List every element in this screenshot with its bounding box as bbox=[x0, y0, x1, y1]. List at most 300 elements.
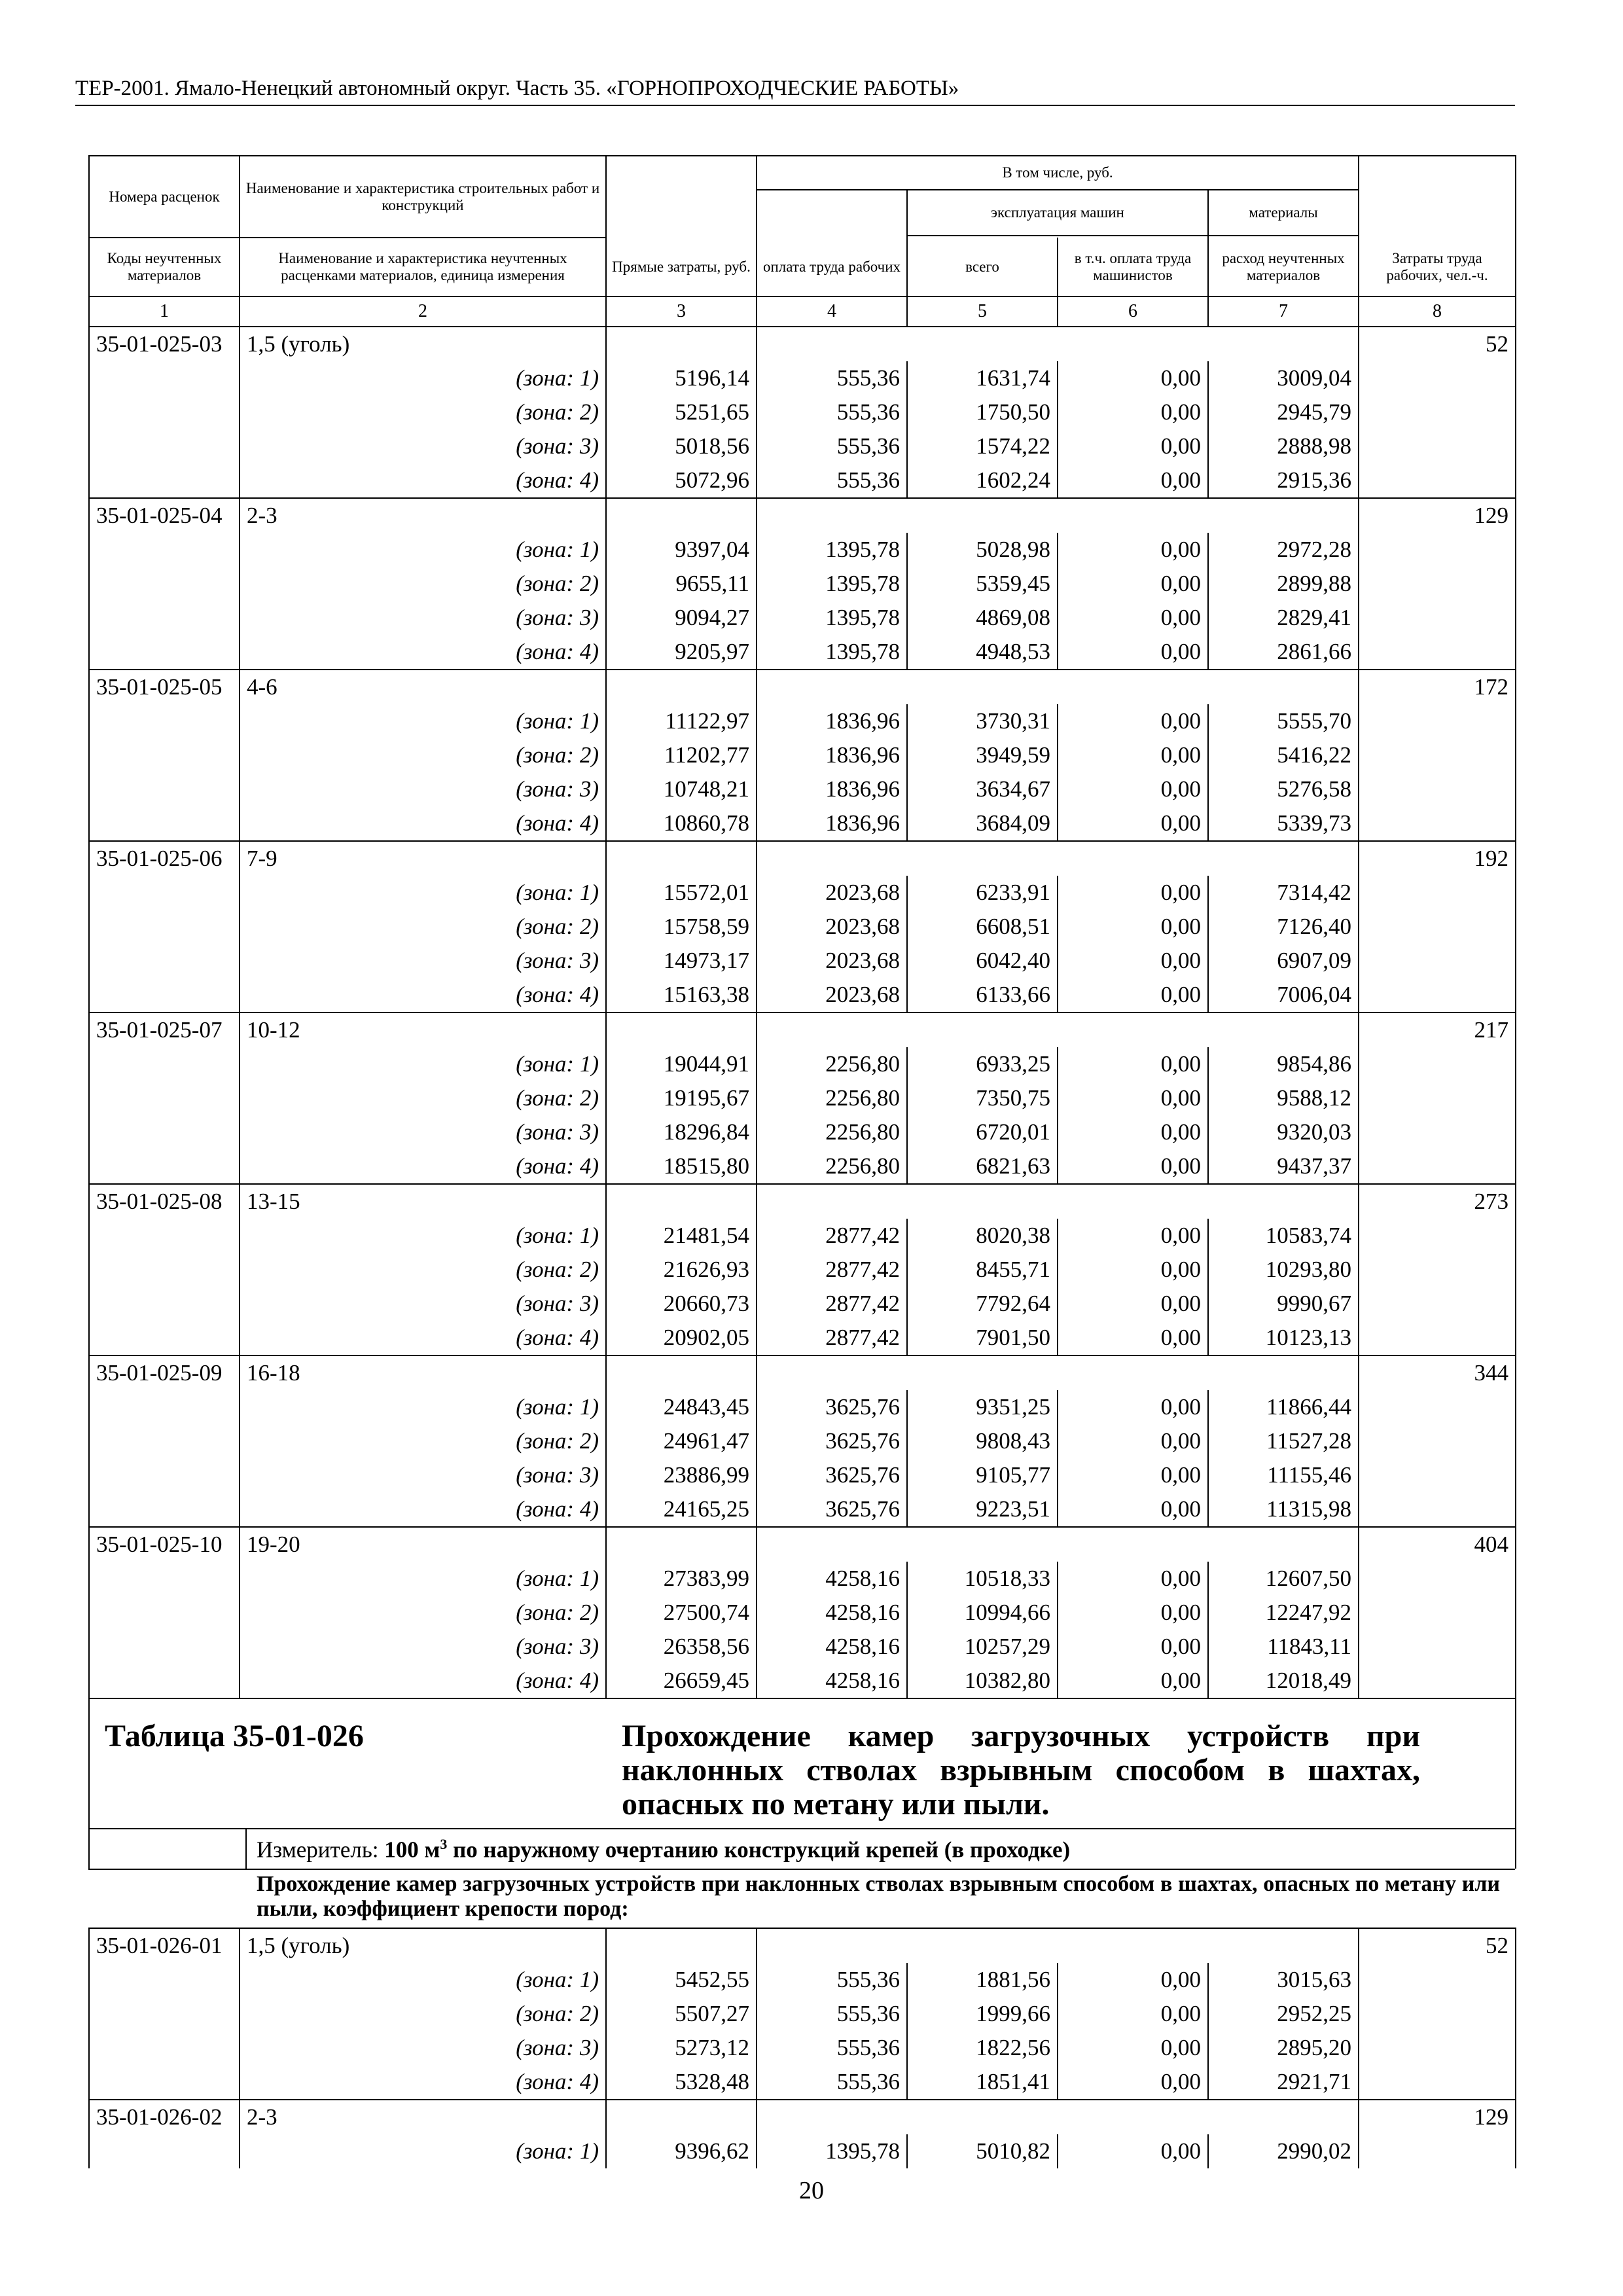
materials-cost: 10583,74 bbox=[1208, 1219, 1359, 1253]
labor-cost: 52 bbox=[1359, 1928, 1516, 1963]
machinist-pay: 0,00 bbox=[1058, 1997, 1208, 2031]
materials-cost: 10293,80 bbox=[1208, 1253, 1359, 1287]
table-row bbox=[89, 1355, 1516, 1390]
rate-code: 35-01-026-01 bbox=[89, 1928, 240, 1963]
table-row bbox=[89, 1458, 1516, 1492]
machine-total: 10257,29 bbox=[907, 1630, 1058, 1664]
materials-cost: 11843,11 bbox=[1208, 1630, 1359, 1664]
machines-header: эксплуатация машин bbox=[907, 190, 1208, 236]
worker-pay: 2256,80 bbox=[757, 1115, 907, 1149]
machinist-pay: 0,00 bbox=[1058, 533, 1208, 567]
table-row bbox=[89, 1219, 1516, 1253]
worker-pay: 3625,76 bbox=[757, 1492, 907, 1527]
materials-cost: 9588,12 bbox=[1208, 1081, 1359, 1115]
table2-number: Таблица 35-01-026 bbox=[105, 1719, 364, 1753]
work-name: 7-9 bbox=[240, 841, 606, 876]
machinist-pay: 0,00 bbox=[1058, 1664, 1208, 1698]
machinist-pay: 0,00 bbox=[1058, 361, 1208, 395]
zone-label: (зона: 3) bbox=[240, 601, 606, 635]
materials-cost: 5276,58 bbox=[1208, 772, 1359, 806]
machine-total: 10382,80 bbox=[907, 1664, 1058, 1698]
table2-title: Прохождение камер загрузочных устройств при наклонных стволах взрывным способом в шахтах, опасных по метану или пыли. bbox=[622, 1719, 1420, 1821]
labor-cost: 129 bbox=[1359, 498, 1516, 533]
table-body-026 bbox=[89, 1928, 1516, 2168]
worker-pay: 1395,78 bbox=[757, 601, 907, 635]
rate-code: 35-01-025-03 bbox=[89, 327, 240, 361]
table-row bbox=[89, 1963, 1516, 1997]
zone-label: (зона: 2) bbox=[240, 395, 606, 429]
work-name: 4-6 bbox=[240, 670, 606, 704]
worker-pay: 1836,96 bbox=[757, 772, 907, 806]
direct-cost: 9205,97 bbox=[606, 635, 757, 670]
direct-cost: 15163,38 bbox=[606, 978, 757, 1013]
machinist-pay: 0,00 bbox=[1058, 2065, 1208, 2100]
machinist-pay: 0,00 bbox=[1058, 1321, 1208, 1355]
machinist-pay: 0,00 bbox=[1058, 635, 1208, 670]
machinist-pay: 0,00 bbox=[1058, 772, 1208, 806]
zone-label: (зона: 4) bbox=[240, 806, 606, 841]
direct-cost: 23886,99 bbox=[606, 1458, 757, 1492]
machine-total: 8455,71 bbox=[907, 1253, 1058, 1287]
worker-pay: 4258,16 bbox=[757, 1596, 907, 1630]
direct-cost: 5452,55 bbox=[606, 1963, 757, 1997]
table-row bbox=[89, 2100, 1516, 2134]
direct-cost: 14973,17 bbox=[606, 944, 757, 978]
machine-total: 9808,43 bbox=[907, 1424, 1058, 1458]
zone-label: (зона: 2) bbox=[240, 567, 606, 601]
materials-cost: 3009,04 bbox=[1208, 361, 1359, 395]
zone-label: (зона: 1) bbox=[240, 1390, 606, 1424]
materials-cost: 2899,88 bbox=[1208, 567, 1359, 601]
materials-cost: 12247,92 bbox=[1208, 1596, 1359, 1630]
zone-label: (зона: 1) bbox=[240, 876, 606, 910]
machine-total: 3949,59 bbox=[907, 738, 1058, 772]
table-row bbox=[89, 1928, 1516, 1963]
col8-header: Затраты труда рабочих, чел.-ч. bbox=[1359, 238, 1516, 296]
rate-code: 35-01-025-09 bbox=[89, 1355, 240, 1390]
rate-code: 35-01-025-04 bbox=[89, 498, 240, 533]
machinist-pay: 0,00 bbox=[1058, 1253, 1208, 1287]
materials-cost: 7006,04 bbox=[1208, 978, 1359, 1013]
zone-label: (зона: 2) bbox=[240, 910, 606, 944]
machinist-pay: 0,00 bbox=[1058, 2134, 1208, 2168]
materials-cost: 2895,20 bbox=[1208, 2031, 1359, 2065]
labor-cost: 52 bbox=[1359, 327, 1516, 361]
materials-cost: 11866,44 bbox=[1208, 1390, 1359, 1424]
machine-total: 9105,77 bbox=[907, 1458, 1058, 1492]
col2-header-bottom: Наименование и характеристика неучтенных расценками материалов, единица измерения bbox=[240, 238, 606, 296]
zone-label: (зона: 4) bbox=[240, 1321, 606, 1355]
worker-pay: 2023,68 bbox=[757, 910, 907, 944]
table-row bbox=[89, 1997, 1516, 2031]
zone-label: (зона: 2) bbox=[240, 1997, 606, 2031]
machine-total: 6821,63 bbox=[907, 1149, 1058, 1184]
worker-pay: 2877,42 bbox=[757, 1287, 907, 1321]
machine-total: 6608,51 bbox=[907, 910, 1058, 944]
zone-label: (зона: 1) bbox=[240, 2134, 606, 2168]
zone-label: (зона: 2) bbox=[240, 1596, 606, 1630]
materials-cost: 11155,46 bbox=[1208, 1458, 1359, 1492]
worker-pay: 2256,80 bbox=[757, 1047, 907, 1081]
machine-total: 10994,66 bbox=[907, 1596, 1058, 1630]
worker-pay: 2023,68 bbox=[757, 944, 907, 978]
direct-cost: 10860,78 bbox=[606, 806, 757, 841]
worker-pay: 2877,42 bbox=[757, 1219, 907, 1253]
machinist-pay: 0,00 bbox=[1058, 1081, 1208, 1115]
worker-pay: 555,36 bbox=[757, 463, 907, 498]
machinist-pay: 0,00 bbox=[1058, 1047, 1208, 1081]
worker-pay: 555,36 bbox=[757, 1963, 907, 1997]
machine-total: 6933,25 bbox=[907, 1047, 1058, 1081]
page-number: 20 bbox=[799, 2177, 824, 2204]
direct-cost: 9397,04 bbox=[606, 533, 757, 567]
zone-label: (зона: 3) bbox=[240, 944, 606, 978]
labor-cost: 192 bbox=[1359, 841, 1516, 876]
direct-cost: 18296,84 bbox=[606, 1115, 757, 1149]
table-row bbox=[89, 2031, 1516, 2065]
rates-table-026 bbox=[88, 1928, 1516, 2168]
table-row bbox=[89, 841, 1516, 876]
rate-code: 35-01-025-10 bbox=[89, 1527, 240, 1562]
machinist-pay: 0,00 bbox=[1058, 1115, 1208, 1149]
machinist-pay: 0,00 bbox=[1058, 738, 1208, 772]
direct-cost: 10748,21 bbox=[606, 772, 757, 806]
machine-total: 6042,40 bbox=[907, 944, 1058, 978]
rate-code: 35-01-025-08 bbox=[89, 1184, 240, 1219]
direct-cost: 19044,91 bbox=[606, 1047, 757, 1081]
machine-total: 5028,98 bbox=[907, 533, 1058, 567]
machine-total: 4948,53 bbox=[907, 635, 1058, 670]
col-number: 2 bbox=[240, 296, 606, 327]
col1-header-bottom: Коды неучтенных материалов bbox=[89, 238, 240, 296]
materials-cost: 12607,50 bbox=[1208, 1562, 1359, 1596]
work-name: 1,5 (уголь) bbox=[240, 327, 606, 361]
machinist-pay: 0,00 bbox=[1058, 1630, 1208, 1664]
materials-cost: 5416,22 bbox=[1208, 738, 1359, 772]
machinist-pay: 0,00 bbox=[1058, 1562, 1208, 1596]
zone-label: (зона: 1) bbox=[240, 1562, 606, 1596]
work-name: 13-15 bbox=[240, 1184, 606, 1219]
table-row bbox=[89, 738, 1516, 772]
zone-label: (зона: 1) bbox=[240, 1963, 606, 1997]
labor-cost: 404 bbox=[1359, 1527, 1516, 1562]
table2-meter-rule bbox=[88, 1828, 1515, 1829]
zone-label: (зона: 3) bbox=[240, 1630, 606, 1664]
table-row bbox=[89, 1287, 1516, 1321]
col5-header: всего bbox=[907, 238, 1058, 296]
zone-label: (зона: 4) bbox=[240, 1664, 606, 1698]
machinist-pay: 0,00 bbox=[1058, 1424, 1208, 1458]
table-row bbox=[89, 1664, 1516, 1698]
including-header: В том числе, руб. bbox=[757, 156, 1359, 190]
materials-cost: 7314,42 bbox=[1208, 876, 1359, 910]
machinist-pay: 0,00 bbox=[1058, 1219, 1208, 1253]
table-row bbox=[89, 533, 1516, 567]
table-row bbox=[89, 944, 1516, 978]
worker-pay: 1395,78 bbox=[757, 567, 907, 601]
table-row bbox=[89, 327, 1516, 361]
machinist-pay: 0,00 bbox=[1058, 567, 1208, 601]
zone-label: (зона: 1) bbox=[240, 1219, 606, 1253]
machinist-pay: 0,00 bbox=[1058, 1492, 1208, 1527]
table-row bbox=[89, 2065, 1516, 2100]
worker-pay: 555,36 bbox=[757, 2065, 907, 2100]
materials-cost: 5555,70 bbox=[1208, 704, 1359, 738]
machinist-pay: 0,00 bbox=[1058, 601, 1208, 635]
col-number: 6 bbox=[1058, 296, 1208, 327]
table-row bbox=[89, 1081, 1516, 1115]
direct-cost: 9396,62 bbox=[606, 2134, 757, 2168]
direct-cost: 9094,27 bbox=[606, 601, 757, 635]
col6-header: в т.ч. оплата труда машинистов bbox=[1058, 238, 1208, 296]
machinist-pay: 0,00 bbox=[1058, 1149, 1208, 1184]
direct-cost: 18515,80 bbox=[606, 1149, 757, 1184]
materials-cost: 9437,37 bbox=[1208, 1149, 1359, 1184]
machinist-pay: 0,00 bbox=[1058, 429, 1208, 463]
direct-cost: 20660,73 bbox=[606, 1287, 757, 1321]
machine-total: 4869,08 bbox=[907, 601, 1058, 635]
machinist-pay: 0,00 bbox=[1058, 1390, 1208, 1424]
worker-pay: 4258,16 bbox=[757, 1630, 907, 1664]
machine-total: 1999,66 bbox=[907, 1997, 1058, 2031]
zone-label: (зона: 1) bbox=[240, 704, 606, 738]
machinist-pay: 0,00 bbox=[1058, 1287, 1208, 1321]
direct-cost: 5072,96 bbox=[606, 463, 757, 498]
rates-table bbox=[88, 155, 1516, 1699]
materials-cost: 2945,79 bbox=[1208, 395, 1359, 429]
materials-cost: 2915,36 bbox=[1208, 463, 1359, 498]
running-header: ТЕР-2001. Ямало-Ненецкий автономный округ. Часть 35. «ГОРНОПРОХОДЧЕСКИЕ РАБОТЫ» bbox=[75, 77, 959, 100]
rate-code: 35-01-025-05 bbox=[89, 670, 240, 704]
worker-pay: 1395,78 bbox=[757, 635, 907, 670]
table-row bbox=[89, 1253, 1516, 1287]
zone-label: (зона: 4) bbox=[240, 1492, 606, 1527]
table-row bbox=[89, 463, 1516, 498]
worker-pay: 2023,68 bbox=[757, 876, 907, 910]
materials-cost: 2952,25 bbox=[1208, 1997, 1359, 2031]
header-rule bbox=[75, 105, 1515, 106]
direct-cost: 26659,45 bbox=[606, 1664, 757, 1698]
zone-label: (зона: 1) bbox=[240, 361, 606, 395]
work-name: 10-12 bbox=[240, 1013, 606, 1047]
materials-cost: 7126,40 bbox=[1208, 910, 1359, 944]
col-number: 3 bbox=[606, 296, 757, 327]
direct-cost: 5251,65 bbox=[606, 395, 757, 429]
materials-cost: 2921,71 bbox=[1208, 2065, 1359, 2100]
worker-pay: 2877,42 bbox=[757, 1321, 907, 1355]
worker-pay: 1395,78 bbox=[757, 533, 907, 567]
table-row bbox=[89, 1013, 1516, 1047]
machine-total: 1851,41 bbox=[907, 2065, 1058, 2100]
worker-pay: 555,36 bbox=[757, 1997, 907, 2031]
rate-code: 35-01-025-07 bbox=[89, 1013, 240, 1047]
work-name: 1,5 (уголь) bbox=[240, 1928, 606, 1963]
materials-cost: 2829,41 bbox=[1208, 601, 1359, 635]
worker-pay: 2256,80 bbox=[757, 1081, 907, 1115]
table-row bbox=[89, 361, 1516, 395]
col-number: 1 bbox=[89, 296, 240, 327]
table-row bbox=[89, 1596, 1516, 1630]
machine-total: 5359,45 bbox=[907, 567, 1058, 601]
materials-cost: 2861,66 bbox=[1208, 635, 1359, 670]
machine-total: 3730,31 bbox=[907, 704, 1058, 738]
work-name: 16-18 bbox=[240, 1355, 606, 1390]
direct-cost: 27383,99 bbox=[606, 1562, 757, 1596]
materials-header: материалы bbox=[1208, 190, 1359, 236]
machinist-pay: 0,00 bbox=[1058, 463, 1208, 498]
col-number: 4 bbox=[757, 296, 907, 327]
direct-cost: 15758,59 bbox=[606, 910, 757, 944]
table-row bbox=[89, 2134, 1516, 2168]
machinist-pay: 0,00 bbox=[1058, 806, 1208, 841]
col-number: 7 bbox=[1208, 296, 1359, 327]
machine-total: 10518,33 bbox=[907, 1562, 1058, 1596]
machine-total: 7901,50 bbox=[907, 1321, 1058, 1355]
zone-label: (зона: 3) bbox=[240, 1287, 606, 1321]
machinist-pay: 0,00 bbox=[1058, 395, 1208, 429]
zone-label: (зона: 3) bbox=[240, 2031, 606, 2065]
materials-cost: 9320,03 bbox=[1208, 1115, 1359, 1149]
col7-header: расход неучтенных материалов bbox=[1208, 238, 1359, 296]
table2-meter: Измеритель: 100 $м^3$ по наружному очертанию конструкций крепей (в проходке) bbox=[257, 1836, 1071, 1863]
table2-section-rule bbox=[88, 1869, 1515, 1870]
labor-cost: 172 bbox=[1359, 670, 1516, 704]
worker-pay: 4258,16 bbox=[757, 1664, 907, 1698]
table2-left-border bbox=[88, 1695, 90, 1869]
direct-cost: 24961,47 bbox=[606, 1424, 757, 1458]
machinist-pay: 0,00 bbox=[1058, 978, 1208, 1013]
materials-cost: 9854,86 bbox=[1208, 1047, 1359, 1081]
zone-label: (зона: 3) bbox=[240, 772, 606, 806]
table-row bbox=[89, 1424, 1516, 1458]
materials-cost: 2990,02 bbox=[1208, 2134, 1359, 2168]
zone-label: (зона: 3) bbox=[240, 1458, 606, 1492]
col4-header: оплата труда рабочих bbox=[757, 238, 907, 296]
labor-cost: 129 bbox=[1359, 2100, 1516, 2134]
zone-label: (зона: 4) bbox=[240, 978, 606, 1013]
materials-cost: 9990,67 bbox=[1208, 1287, 1359, 1321]
zone-label: (зона: 4) bbox=[240, 463, 606, 498]
table-row bbox=[89, 567, 1516, 601]
direct-cost: 21626,93 bbox=[606, 1253, 757, 1287]
materials-cost: 11315,98 bbox=[1208, 1492, 1359, 1527]
worker-pay: 2877,42 bbox=[757, 1253, 907, 1287]
col3-header: Прямые затраты, руб. bbox=[606, 238, 757, 296]
machinist-pay: 0,00 bbox=[1058, 2031, 1208, 2065]
table-row bbox=[89, 429, 1516, 463]
rate-code: 35-01-025-06 bbox=[89, 841, 240, 876]
table-row bbox=[89, 1184, 1516, 1219]
machine-total: 8020,38 bbox=[907, 1219, 1058, 1253]
work-name: 19-20 bbox=[240, 1527, 606, 1562]
table-row bbox=[89, 910, 1516, 944]
col2-header-top: Наименование и характеристика строительных работ и конструкций bbox=[240, 156, 606, 238]
machine-total: 7350,75 bbox=[907, 1081, 1058, 1115]
worker-pay: 1395,78 bbox=[757, 2134, 907, 2168]
table-row bbox=[89, 978, 1516, 1013]
direct-cost: 5196,14 bbox=[606, 361, 757, 395]
zone-label: (зона: 1) bbox=[240, 1047, 606, 1081]
machinist-pay: 0,00 bbox=[1058, 704, 1208, 738]
machinist-pay: 0,00 bbox=[1058, 910, 1208, 944]
table-row bbox=[89, 1527, 1516, 1562]
zone-label: (зона: 3) bbox=[240, 1115, 606, 1149]
machinist-pay: 0,00 bbox=[1058, 944, 1208, 978]
machine-total: 1822,56 bbox=[907, 2031, 1058, 2065]
machine-total: 1881,56 bbox=[907, 1963, 1058, 1997]
table-row bbox=[89, 1321, 1516, 1355]
direct-cost: 24165,25 bbox=[606, 1492, 757, 1527]
worker-pay: 3625,76 bbox=[757, 1390, 907, 1424]
table-row bbox=[89, 704, 1516, 738]
machine-total: 7792,64 bbox=[907, 1287, 1058, 1321]
materials-cost: 3015,63 bbox=[1208, 1963, 1359, 1997]
machine-total: 6133,66 bbox=[907, 978, 1058, 1013]
zone-label: (зона: 2) bbox=[240, 1424, 606, 1458]
machine-total: 3684,09 bbox=[907, 806, 1058, 841]
worker-pay: 555,36 bbox=[757, 361, 907, 395]
materials-cost: 6907,09 bbox=[1208, 944, 1359, 978]
direct-cost: 20902,05 bbox=[606, 1321, 757, 1355]
direct-cost: 21481,54 bbox=[606, 1219, 757, 1253]
worker-pay: 1836,96 bbox=[757, 738, 907, 772]
machine-total: 1574,22 bbox=[907, 429, 1058, 463]
machine-total: 6720,01 bbox=[907, 1115, 1058, 1149]
work-name: 2-3 bbox=[240, 498, 606, 533]
machine-total: 1602,24 bbox=[907, 463, 1058, 498]
table-row bbox=[89, 1149, 1516, 1184]
zone-label: (зона: 2) bbox=[240, 1253, 606, 1287]
table-row bbox=[89, 498, 1516, 533]
machine-total: 9223,51 bbox=[907, 1492, 1058, 1527]
table-row bbox=[89, 1115, 1516, 1149]
machine-total: 5010,82 bbox=[907, 2134, 1058, 2168]
table-row bbox=[89, 670, 1516, 704]
direct-cost: 26358,56 bbox=[606, 1630, 757, 1664]
worker-pay: 3625,76 bbox=[757, 1424, 907, 1458]
direct-cost: 5328,48 bbox=[606, 2065, 757, 2100]
materials-cost: 11527,28 bbox=[1208, 1424, 1359, 1458]
worker-pay: 2023,68 bbox=[757, 978, 907, 1013]
col1-header-top: Номера расценок bbox=[89, 156, 240, 238]
direct-cost: 11122,97 bbox=[606, 704, 757, 738]
table-row bbox=[89, 772, 1516, 806]
zone-label: (зона: 4) bbox=[240, 1149, 606, 1184]
materials-cost: 2972,28 bbox=[1208, 533, 1359, 567]
machinist-pay: 0,00 bbox=[1058, 1596, 1208, 1630]
table-row bbox=[89, 1390, 1516, 1424]
table-row bbox=[89, 1562, 1516, 1596]
direct-cost: 15572,01 bbox=[606, 876, 757, 910]
zone-label: (зона: 2) bbox=[240, 738, 606, 772]
table-row bbox=[89, 1047, 1516, 1081]
worker-pay: 555,36 bbox=[757, 395, 907, 429]
worker-pay: 3625,76 bbox=[757, 1458, 907, 1492]
machinist-pay: 0,00 bbox=[1058, 876, 1208, 910]
col-number: 5 bbox=[907, 296, 1058, 327]
col-number: 8 bbox=[1359, 296, 1516, 327]
table2-right-border bbox=[1515, 1695, 1516, 1869]
direct-cost: 5507,27 bbox=[606, 1997, 757, 2031]
zone-label: (зона: 1) bbox=[240, 533, 606, 567]
machinist-pay: 0,00 bbox=[1058, 1458, 1208, 1492]
table-row bbox=[89, 876, 1516, 910]
direct-cost: 19195,67 bbox=[606, 1081, 757, 1115]
worker-pay: 1836,96 bbox=[757, 806, 907, 841]
worker-pay: 2256,80 bbox=[757, 1149, 907, 1184]
worker-pay: 555,36 bbox=[757, 2031, 907, 2065]
machine-total: 3634,67 bbox=[907, 772, 1058, 806]
